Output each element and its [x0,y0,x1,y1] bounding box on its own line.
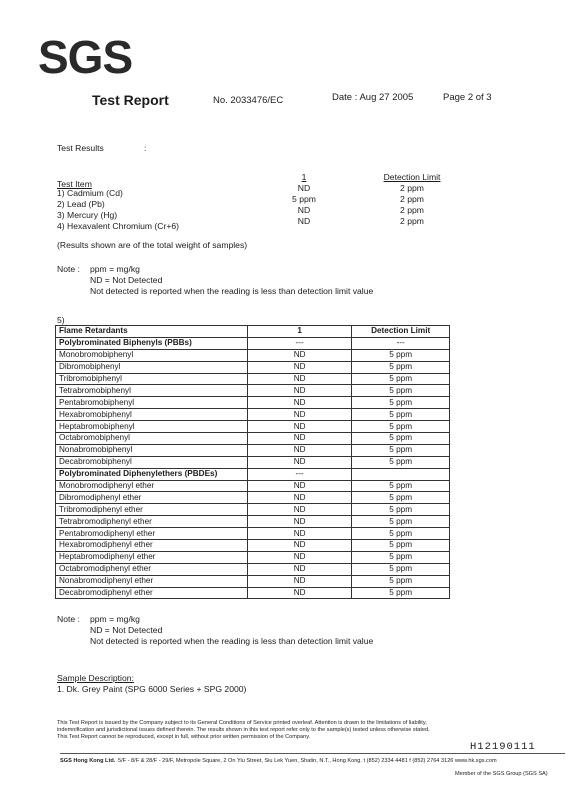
compound-limit: --- [352,337,450,349]
table-row [56,385,450,397]
sample-description-line: 1. Dk. Grey Paint (SPG 6000 Series + SPG 2000) [57,684,247,694]
compound-value: ND [247,504,351,516]
compound-value: ND [247,385,351,397]
compound-value: ND [247,516,351,528]
compound-limit: 5 ppm [352,516,450,528]
compound-value: ND [247,421,351,433]
compound-limit: 5 ppm [352,480,450,492]
metal-value: ND [297,205,311,215]
compound-value: ND [247,456,351,468]
compound-limit: 5 ppm [352,433,450,445]
compound-name: Polybrominated Biphenyls (PBBs) [56,337,248,349]
note-nd: ND = Not Detected [90,275,163,285]
table-row [56,409,450,421]
compound-limit: 5 ppm [352,444,450,456]
table-row [56,397,450,409]
reference-code: H12190111 [470,741,536,753]
footer-divider [60,753,565,754]
compound-value: ND [247,397,351,409]
compound-limit: 5 ppm [352,456,450,468]
flame-retardants-table [55,325,450,599]
compound-name: Tetrabromobiphenyl [56,385,248,397]
detection-limit-header: Detection Limit [352,326,450,338]
compound-limit: 5 ppm [352,409,450,421]
footer-address: 5/F - 8/F & 28/F - 29/F, Metropole Square, 2 On Yiu Street, Siu Lek Yuen, Shatin, N.T., Hong Kong. t (852) 2334 4481 f (852) 2764 3126 www.hk.sgs.com [118,758,497,764]
report-number: No. 2033476/EC [213,95,284,106]
report-title: Test Report [92,92,169,108]
disclaimer-line: This Test Report cannot be reproduced, except in full, without prior written permission of the Company. [57,734,311,740]
compound-limit: 5 ppm [352,397,450,409]
compound-limit: 5 ppm [352,551,450,563]
compound-name: Octabromodiphenyl ether [56,563,248,575]
note-label: Note : [57,264,80,274]
page-number: Page 2 of 3 [443,92,492,103]
footer-member: Member of the SGS Group (SGS SA) [455,771,548,777]
flame-retardants-header: Flame Retardants [56,326,248,338]
table-row [56,563,450,575]
table-row [56,456,450,468]
disclaimer-line: indemnification and jurisdictional issues defined therein. The results shown in this test report refer only to the sample(s) tested unless otherwise stated. [57,727,430,733]
compound-value: ND [247,433,351,445]
compound-value: ND [247,587,351,599]
compound-value: ND [247,349,351,361]
compound-name: Tribromobiphenyl [56,373,248,385]
table-row [56,516,450,528]
sample-1-header: 1 [301,172,307,182]
compound-value: ND [247,575,351,587]
test-results-colon: : [144,143,147,153]
test-results-heading: Test Results [57,143,104,153]
table-row [56,528,450,540]
metal-item: 2) Lead (Pb) [57,199,105,209]
compound-limit [352,468,450,480]
note-detection: Not detected is reported when the reading is less than detection limit value [90,636,374,646]
compound-limit: 5 ppm [352,587,450,599]
table-row [56,480,450,492]
compound-limit: 5 ppm [352,361,450,373]
compound-name: Tribromodiphenyl ether [56,504,248,516]
compound-limit: 5 ppm [352,421,450,433]
detection-limit-header: Detection Limit [383,172,441,182]
table-row [56,551,450,563]
compound-value: ND [247,551,351,563]
metal-value: ND [297,183,311,193]
compound-name: Tetrabromodiphenyl ether [56,516,248,528]
compound-limit: 5 ppm [352,373,450,385]
metal-value: ND [297,216,311,226]
table-row [56,504,450,516]
compound-name: Pentabromodiphenyl ether [56,528,248,540]
compound-limit: 5 ppm [352,575,450,587]
table-group-row [56,337,450,349]
test-item-header: Test Item [57,179,92,189]
table-row [56,373,450,385]
metal-item: 3) Mercury (Hg) [57,210,118,220]
weight-note: (Results shown are of the total weight of samples) [57,240,248,250]
compound-value: ND [247,492,351,504]
section-number: 5) [57,315,65,325]
compound-name: Pentabromobiphenyl [56,397,248,409]
compound-value: ND [247,444,351,456]
disclaimer-line: This Test Report is issued by the Company subject to its General Conditions of Service printed overleaf. Attention is drawn to the limitations of liability, [57,720,427,726]
note-detection: Not detected is reported when the reading is less than detection limit value [90,286,374,296]
compound-limit: 5 ppm [352,528,450,540]
compound-name: Octabromobiphenyl [56,433,248,445]
table-row [56,540,450,552]
sample-header: 1 [247,326,351,338]
sgs-logo: SGS [38,31,133,83]
table-row [56,587,450,599]
compound-limit: 5 ppm [352,349,450,361]
compound-value: ND [247,480,351,492]
metal-limit: 2 ppm [400,194,424,204]
compound-name: Monobromodiphenyl ether [56,480,248,492]
compound-limit: 5 ppm [352,492,450,504]
table-row [56,444,450,456]
note-label: Note : [57,614,80,624]
compound-value: --- [247,468,351,480]
compound-name: Decabromodiphenyl ether [56,587,248,599]
compound-name: Monobromobiphenyl [56,349,248,361]
compound-name: Dibromodiphenyl ether [56,492,248,504]
table-row [56,349,450,361]
compound-limit: 5 ppm [352,504,450,516]
note-ppm: ppm = mg/kg [90,614,140,624]
note-nd: ND = Not Detected [90,625,163,635]
metal-value: 5 ppm [292,194,316,204]
compound-name: Hexabromobiphenyl [56,409,248,421]
metal-limit: 2 ppm [400,183,424,193]
metal-limit: 2 ppm [400,216,424,226]
table-row [56,492,450,504]
compound-name: Decabromobiphenyl [56,456,248,468]
table-row [56,575,450,587]
compound-name: Heptabromobiphenyl [56,421,248,433]
compound-value: ND [247,563,351,575]
compound-name: Nonabromobiphenyl [56,444,248,456]
compound-limit: 5 ppm [352,385,450,397]
table-header-row [56,326,450,338]
note-ppm: ppm = mg/kg [90,264,140,274]
footer-company: SGS Hong Kong Ltd. [60,758,116,764]
compound-name: Dibromobiphenyl [56,361,248,373]
compound-limit: 5 ppm [352,563,450,575]
compound-value: ND [247,373,351,385]
table-row [56,361,450,373]
compound-name: Heptabromodiphenyl ether [56,551,248,563]
compound-value: ND [247,540,351,552]
compound-name: Nonabromodiphenyl ether [56,575,248,587]
metal-item: 1) Cadmium (Cd) [57,188,123,198]
table-row [56,421,450,433]
compound-name: Polybrominated Diphenylethers (PBDEs) [56,468,248,480]
compound-value: ND [247,409,351,421]
sample-description-heading: Sample Description: [57,673,134,683]
compound-value: --- [247,337,351,349]
compound-name: Hexabromodiphenyl ether [56,540,248,552]
table-row [56,433,450,445]
metal-item: 4) Hexavalent Chromium (Cr+6) [57,221,180,231]
metal-limit: 2 ppm [400,205,424,215]
table-group-row [56,468,450,480]
compound-limit: 5 ppm [352,540,450,552]
compound-value: ND [247,528,351,540]
report-date: Date : Aug 27 2005 [332,92,414,103]
compound-value: ND [247,361,351,373]
